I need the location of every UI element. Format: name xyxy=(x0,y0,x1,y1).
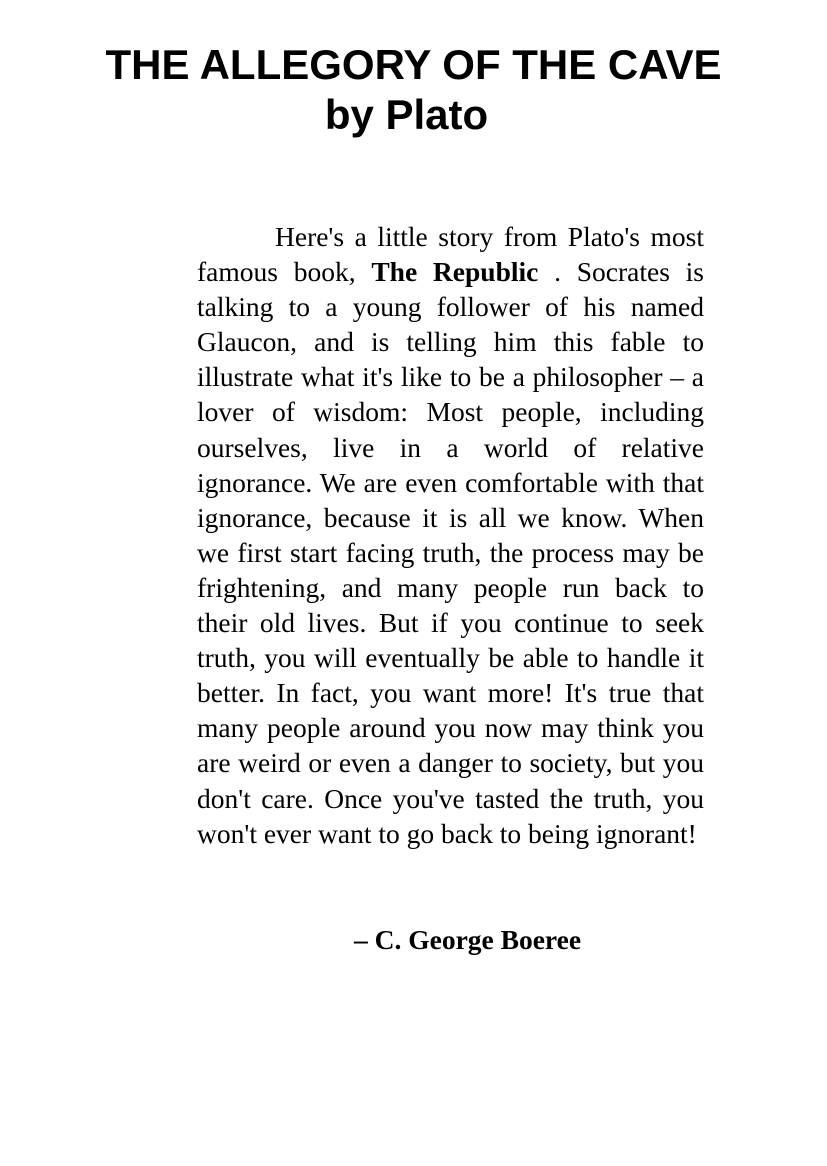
document-subtitle: by Plato xyxy=(324,91,489,138)
body-paragraph xyxy=(197,219,704,851)
document-title: THE ALLEGORY OF THE CAVE xyxy=(105,41,722,88)
book-title: The Republic xyxy=(371,256,539,288)
body-intro: Here's a little story from Plato's most famous book, xyxy=(197,221,704,288)
attribution: – C. George Boeree xyxy=(354,924,582,955)
title-block xyxy=(0,40,827,140)
body-main: . Socrates is talking to a young follower of his named Glaucon, and is telling him this fable to illustrate what it's like to be a philosopher – a lover of wisdom: Most people, including ourselves, live in a world of relative ignorance. We are even comfortable with that ignorance, because it is all we know. When we first start facing truth, the process may be frightening, and many people run back to their old lives. But if you continue to seek truth, you will eventually be able to handle it better. In fact, you want more! It's true that many people around you now may think you are weird or even a danger to society, but you don't care. Once you've tasted the truth, you won't ever want to go back to being ignorant! xyxy=(197,256,704,849)
